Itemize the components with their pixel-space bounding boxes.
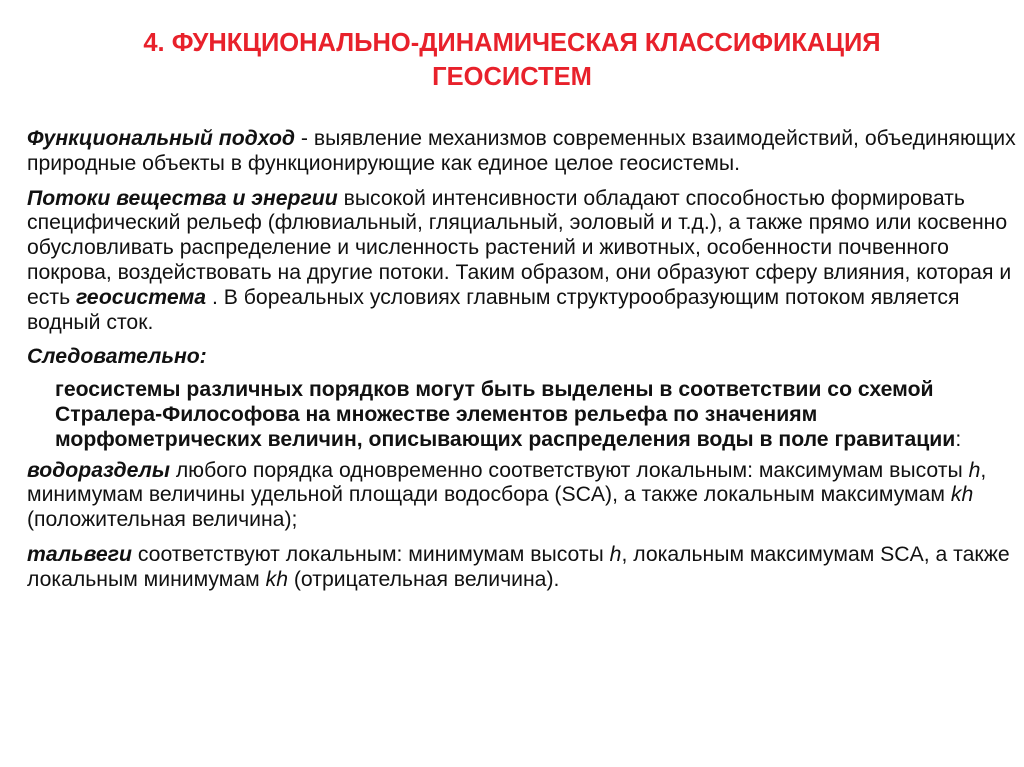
thalwegs-text-2: , локальным максимумам SCA, а также локальным минимумам bbox=[27, 542, 1010, 591]
term-thalwegs: тальвеги bbox=[27, 542, 132, 566]
slide-body bbox=[27, 127, 1017, 603]
thalwegs-h: h bbox=[609, 542, 622, 566]
thalwegs-text-1: соответствуют локальным: минимумам высоты bbox=[131, 542, 610, 566]
term-consequently: Следовательно: bbox=[27, 345, 207, 369]
thalwegs-text-3: (отрицательная величина). bbox=[287, 567, 560, 591]
functional-approach-text: - выявление механизмов современных взаимодействий, объединяющих природные объекты в функционирующие как единое целое геосистемы. bbox=[27, 127, 1016, 175]
flows-text-2: . В бореальных условиях главным структурообразующим потоком является водный сток. bbox=[27, 285, 960, 334]
slide-title bbox=[0, 26, 1024, 94]
paragraph-flows bbox=[27, 187, 1017, 336]
paragraph-strahler bbox=[27, 378, 1017, 452]
title-line-1: 4. ФУНКЦИОНАЛЬНО-ДИНАМИЧЕСКАЯ КЛАССИФИКАЦИЯ bbox=[143, 29, 881, 57]
watersheds-h: h bbox=[968, 458, 981, 482]
thalwegs-kh: kh bbox=[265, 567, 288, 591]
watersheds-text-3: (положительная величина); bbox=[27, 508, 298, 532]
watersheds-kh: kh bbox=[950, 483, 974, 507]
term-watersheds: водоразделы bbox=[27, 458, 170, 482]
paragraph-functional-approach bbox=[27, 127, 1017, 177]
watersheds-text-2: , минимумам величины удельной площади водосбора (SCA), а также локальным максимумам bbox=[27, 458, 987, 507]
paragraph-watersheds bbox=[27, 459, 1017, 533]
strahler-text: геосистемы различных порядков могут быть выделены в соответствии со схемой Стралера-Философова на множестве элементов рельефа по значениям морфометрических величин, описывающих распределения воды в поле гравитации bbox=[55, 378, 956, 451]
paragraph-thalwegs bbox=[27, 543, 1017, 593]
term-geosystem: геосистема bbox=[76, 285, 207, 309]
strahler-colon: : bbox=[955, 427, 962, 451]
term-flows: Потоки вещества и энергии bbox=[27, 186, 338, 210]
title-line-2: ГЕОСИСТЕМ bbox=[432, 63, 592, 91]
term-functional-approach: Функциональный подход bbox=[27, 127, 296, 150]
flows-text-1: высокой интенсивности обладают способностью формировать специфический рельеф (флювиальный, гляциальный, эоловый и т.д.), а также прямо или косвенно обусловливать распределение и численность растений и животных, особенности почвенного покрова, воздействовать на другие потоки. Таким образом, они образуют сферу влияния, которая и есть bbox=[27, 186, 1012, 309]
paragraph-consequently bbox=[27, 345, 1017, 370]
watersheds-text-1: любого порядка одновременно соответствуют локальным: максимумам высоты bbox=[169, 458, 969, 482]
